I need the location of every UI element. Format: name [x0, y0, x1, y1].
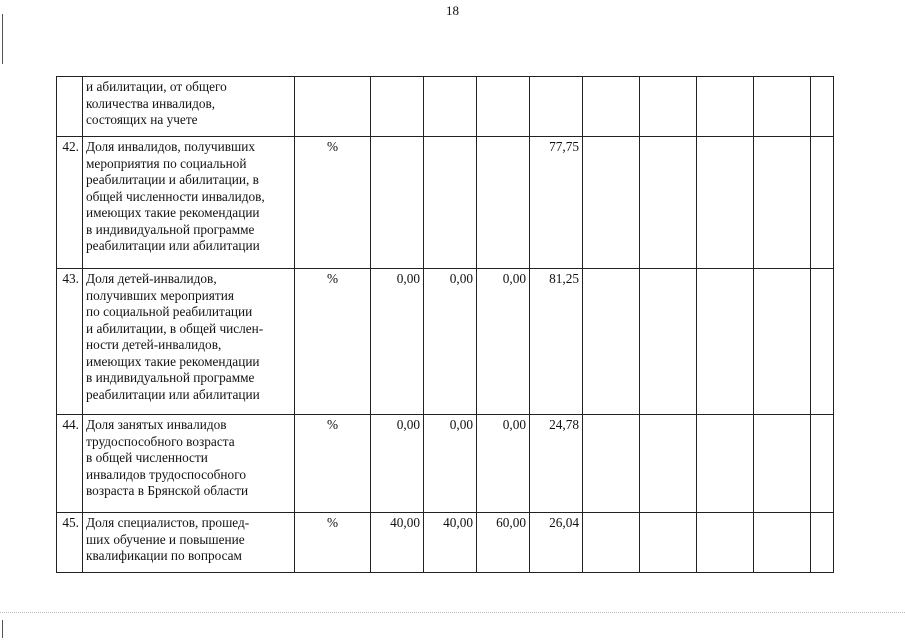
- empty-cell: [640, 415, 697, 513]
- unit-cell: [295, 77, 371, 137]
- empty-cell: [697, 513, 754, 573]
- empty-cell: [583, 77, 640, 137]
- value-cell: [424, 77, 477, 137]
- table-row: [57, 77, 834, 137]
- value-cell: [477, 77, 530, 137]
- row-number: [57, 77, 83, 137]
- empty-cell: [640, 77, 697, 137]
- table-row: [57, 269, 834, 415]
- table-row: [57, 513, 834, 573]
- empty-cell: [811, 513, 834, 573]
- value-cell: 40,00: [371, 513, 424, 573]
- empty-cell: [811, 77, 834, 137]
- indicator-name: и абилитации, от общего количества инвалидов, состоящих на учете: [83, 77, 295, 137]
- value-cell: [477, 137, 530, 269]
- indicators-table: [56, 76, 834, 573]
- value-cell: [424, 137, 477, 269]
- empty-cell: [754, 77, 811, 137]
- table-row: [57, 137, 834, 269]
- value-cell: 81,25: [530, 269, 583, 415]
- unit-cell: %: [295, 415, 371, 513]
- table-row: [57, 415, 834, 513]
- value-cell: 0,00: [477, 415, 530, 513]
- empty-cell: [583, 415, 640, 513]
- empty-cell: [811, 415, 834, 513]
- row-number: 44.: [57, 415, 83, 513]
- value-cell: 24,78: [530, 415, 583, 513]
- indicator-name: Доля инвалидов, получивших мероприятия по социальной реабилитации и абилитации, в общей численности инвалидов, имеющих такие рекомендации в индивидуальной программе реабилитации или абилитации: [83, 137, 295, 269]
- value-cell: 40,00: [424, 513, 477, 573]
- empty-cell: [697, 137, 754, 269]
- empty-cell: [640, 137, 697, 269]
- value-cell: 0,00: [424, 415, 477, 513]
- scan-edge-mark: [2, 14, 3, 64]
- empty-cell: [754, 415, 811, 513]
- value-cell: 77,75: [530, 137, 583, 269]
- empty-cell: [754, 513, 811, 573]
- empty-cell: [697, 77, 754, 137]
- empty-cell: [583, 513, 640, 573]
- value-cell: 60,00: [477, 513, 530, 573]
- empty-cell: [697, 269, 754, 415]
- unit-cell: %: [295, 269, 371, 415]
- scan-noise-line: [0, 612, 905, 613]
- value-cell: [371, 77, 424, 137]
- empty-cell: [583, 137, 640, 269]
- row-number: 45.: [57, 513, 83, 573]
- scan-edge-mark-bottom: [2, 620, 3, 638]
- empty-cell: [811, 137, 834, 269]
- value-cell: 26,04: [530, 513, 583, 573]
- indicator-name: Доля специалистов, прошед- ших обучение и повышение квалификации по вопросам: [83, 513, 295, 573]
- value-cell: [371, 137, 424, 269]
- empty-cell: [754, 137, 811, 269]
- unit-cell: %: [295, 513, 371, 573]
- row-number: 42.: [57, 137, 83, 269]
- row-number: 43.: [57, 269, 83, 415]
- value-cell: 0,00: [477, 269, 530, 415]
- empty-cell: [640, 513, 697, 573]
- empty-cell: [583, 269, 640, 415]
- value-cell: 0,00: [371, 269, 424, 415]
- indicator-name: Доля занятых инвалидов трудоспособного возраста в общей численности инвалидов трудоспособного возраста в Брянской области: [83, 415, 295, 513]
- value-cell: [530, 77, 583, 137]
- empty-cell: [640, 269, 697, 415]
- page-number: 18: [446, 3, 459, 18]
- empty-cell: [697, 415, 754, 513]
- empty-cell: [754, 269, 811, 415]
- unit-cell: %: [295, 137, 371, 269]
- value-cell: 0,00: [371, 415, 424, 513]
- indicator-name: Доля детей-инвалидов, получивших мероприятия по социальной реабилитации и абилитации, в общей числен- ности детей-инвалидов, имеющих такие рекомендации в индивидуальной программе реабилитации или абилитации: [83, 269, 295, 415]
- empty-cell: [811, 269, 834, 415]
- value-cell: 0,00: [424, 269, 477, 415]
